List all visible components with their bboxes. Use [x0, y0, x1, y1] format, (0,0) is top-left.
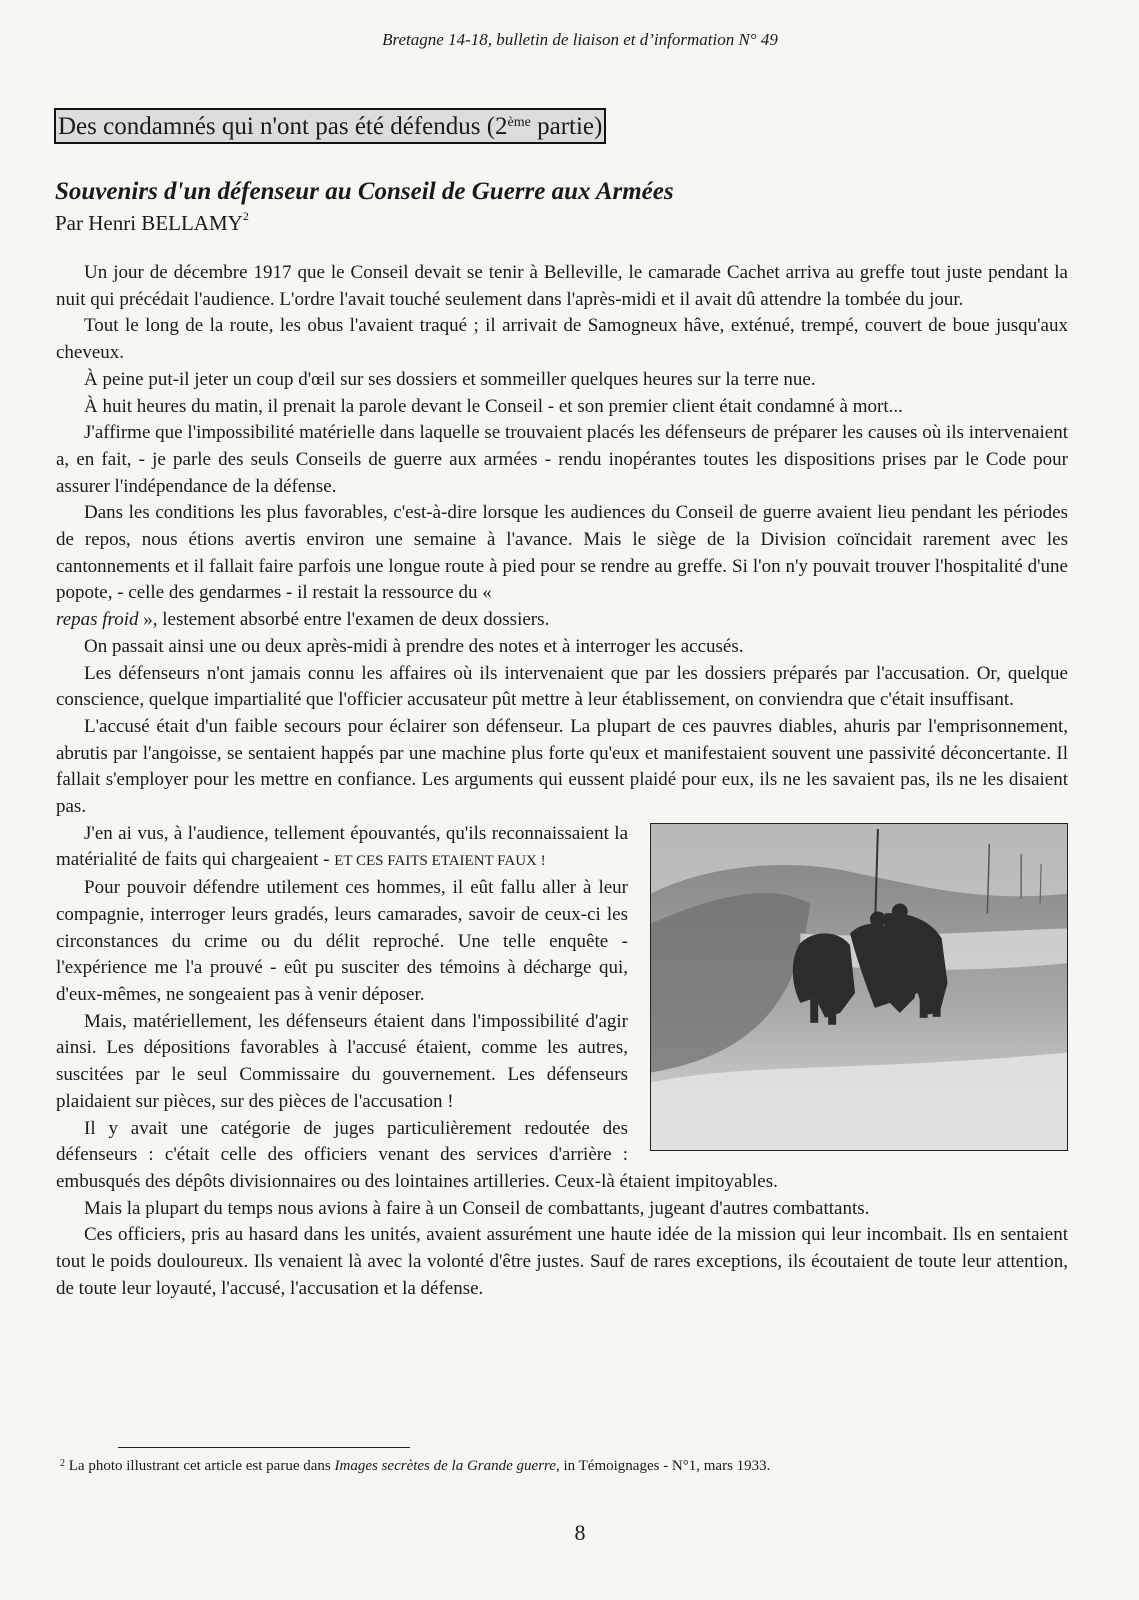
photo-soldiers-trench-image — [651, 824, 1067, 1150]
paragraph: Pour pouvoir défendre utilement ces hommes, il eût fallu aller à leur compagnie, interroger leurs gradés, leurs camarades, savoir de ceux-ci les circonstances du crime ou du délit reproché. Une telle enquête - l'expérience me l'a prouvé - eût pu susciter des témoins à décharge qui, d'eux-mêmes, ne songeaient pas à venir déposer. — [56, 877, 628, 1005]
paragraph: Il y avait une catégorie de juges particulièrement redoutée des défenseurs : c'était celle des officiers venant des services d'arrière : embusqués des dépôts divisionnaires ou des lointaines artilleries. Ceux-là étaient impitoyables. — [56, 1117, 778, 1192]
paragraph: À huit heures du matin, il prenait la parole devant le Conseil - et son premier client était condamné à mort... — [84, 395, 903, 417]
article-title: Souvenirs d'un défenseur au Conseil de Guerre aux Armées — [55, 178, 674, 205]
paragraph: Mais la plupart du temps nous avions à faire à un Conseil de combattants, jugeant d'autres combattants. — [84, 1197, 870, 1219]
paragraph-text: J'en ai vus, à l'audience, tellement épouvantés, qu'ils reconnaissaient la matérialité de faits qui chargeaient - — [56, 822, 628, 871]
emphasis-text: repas froid — [56, 609, 139, 631]
footnote-marker: 2 — [60, 1458, 65, 1469]
footnote-reference: 2 — [242, 209, 249, 223]
footnote — [60, 1458, 770, 1475]
paragraph: Tout le long de la route, les obus l'avaient traqué ; il arrivait de Samogneux hâve, exténué, trempé, couvert de boue jusqu'aux cheveux. — [56, 315, 1068, 364]
paragraph: Ces officiers, pris au hasard dans les unités, avaient assurément une haute idée de la mission qui leur incombait. Ils en sentaient tout le poids douloureux. Ils venaient là avec la volonté d'être justes. Sauf de rares exceptions, ils écoutaient de toute leur attention, de toute leur loyauté, l'accusé, l'accusation et la défense. — [56, 1224, 1068, 1299]
photo-wrap-section — [56, 821, 1068, 1116]
paragraph: Les défenseurs n'ont jamais connu les affaires où ils intervenaient que par les dossiers préparés par l'accusation. Or, quelque conscience, quelque impartialité que l'officier accusateur pût mettre à leur établissement, on conviendra que c'était insuffisant. — [56, 662, 1068, 711]
paragraph: Mais, matériellement, les défenseurs étaient dans l'impossibilité d'agir ainsi. Les dépositions favorables à l'accusé étaient, comme les autres, suscitées par le seul Commissaire du gouvernement. Les défenseurs plaidaient sur pièces, sur des pièces de l'accusation ! — [56, 1010, 628, 1112]
paragraph-text: », lestement absorbé entre l'examen de deux dossiers. — [138, 609, 550, 631]
section-title-box — [54, 108, 606, 144]
footnote-text-end: in Témoignages - N°1, mars 1933. — [559, 1458, 771, 1474]
paragraph: On passait ainsi une ou deux après-midi à prendre des notes et à interroger les accusés. — [84, 635, 744, 657]
paragraph: J'affirme que l'impossibilité matérielle dans laquelle se trouvaient placés les défenseurs de préparer les causes où ils intervenaient a, en fait, - je parle des seuls Conseils de guerre aux armées - rendu inopérantes toutes les dispositions prises par le Code pour assurer l'indépendance de la défense. — [56, 422, 1068, 497]
running-header: Bretagne 14-18, bulletin de liaison et d’information N° 49 — [382, 30, 778, 49]
footnote-divider — [118, 1447, 410, 1448]
footnote-source-title: Images secrètes de la Grande guerre, — [334, 1458, 560, 1474]
section-title-end: partie) — [530, 113, 603, 140]
paragraph: L'accusé était d'un faible secours pour éclairer son défenseur. La plupart de ces pauvres diables, ahuris par l'emprisonnement, abrutis par l'angoisse, se sentaient happés par une machine plus forte qu'eux et manifestaient souvent une passivité déconcertante. Il fallait s'employer pour les mettre en confiance. Les arguments qui eussent plaidé pour eux, ils ne les savaient pas, ils ne les disaient pas. — [56, 715, 1068, 818]
paragraph — [56, 500, 1068, 634]
paragraph: À peine put-il jeter un coup d'œil sur ses dossiers et sommeiller quelques heures sur la terre nue. — [84, 368, 816, 390]
byline-author: Par Henri BELLAMY — [55, 211, 243, 235]
article-body — [56, 260, 1068, 1302]
small-caps-text: ET CES FAITS ETAIENT FAUX ! — [334, 853, 546, 870]
byline — [55, 211, 249, 236]
archival-photo — [650, 823, 1068, 1151]
paragraph-text: Dans les conditions les plus favorables, c'est-à-dire lorsque les audiences du Conseil de guerre avaient lieu pendant les périodes de repos, nous étions avertis environ une semaine à l'avance. Mais le siège de la Division coïncidait rarement avec les cantonnements et il fallait faire parfois une longue route à pied pour se rendre au greffe. Si l'on n'y pouvait trouver l'hospitalité d'une popote, - celle des gendarmes - il restait la ressource du « — [56, 502, 1068, 604]
paragraph: Un jour de décembre 1917 que le Conseil devait se tenir à Belleville, le camarade Cachet arriva au greffe tout juste pendant la nuit qui précédait l'audience. L'ordre l'avait touché seulement dans l'après-midi et il avait dû attendre la tombée du jour. — [56, 262, 1068, 310]
section-title-start: Des condamnés qui n'ont pas été défendus (2 — [58, 113, 508, 140]
page-number: 8 — [574, 1520, 586, 1545]
footnote-text: La photo illustrant cet article est parue dans — [65, 1458, 335, 1474]
section-title-superscript: ème — [507, 115, 531, 130]
